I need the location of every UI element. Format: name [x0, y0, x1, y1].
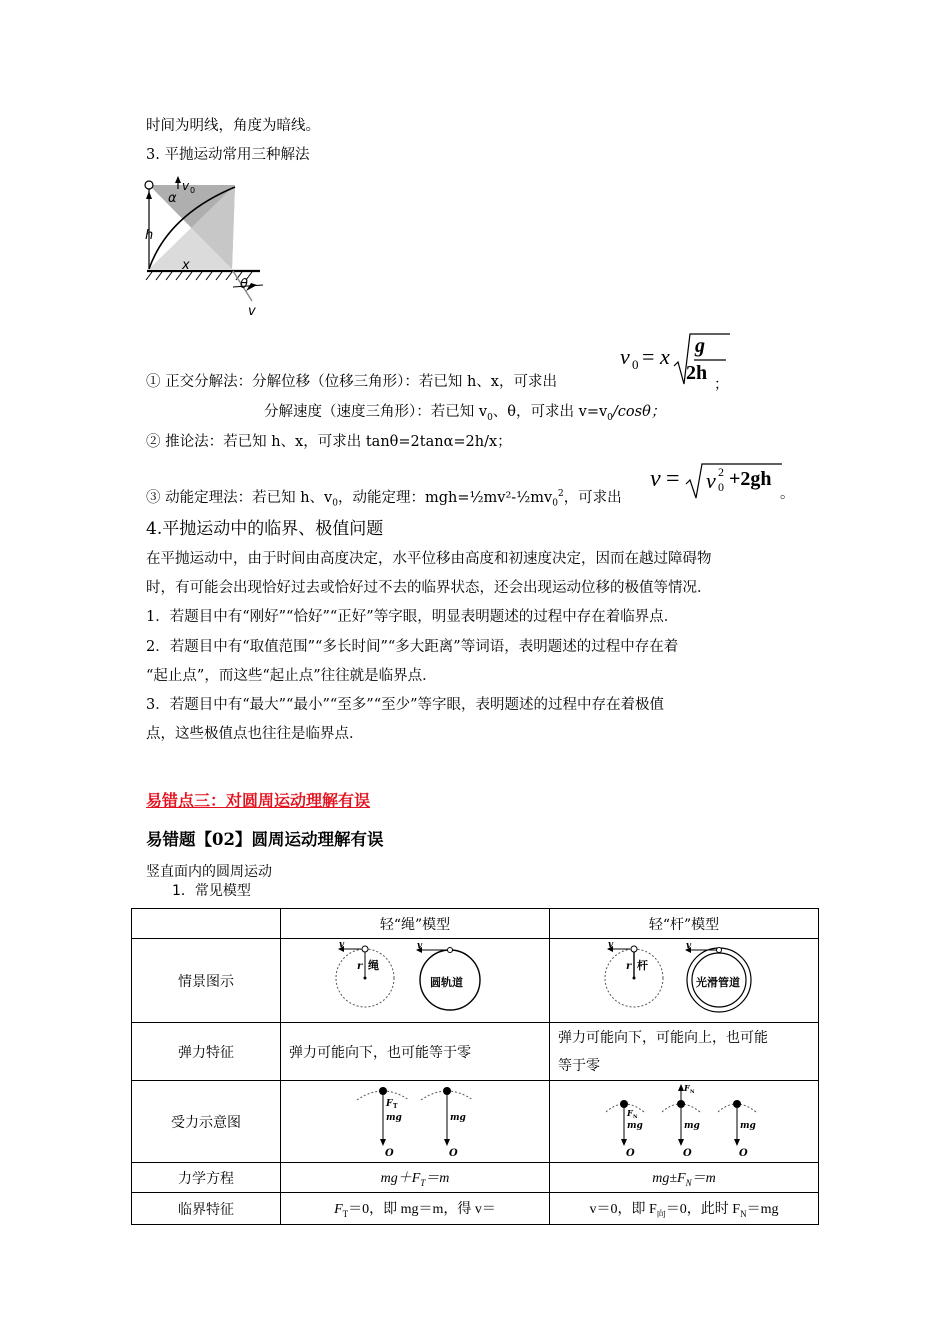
rod-eq-sub: N — [685, 1177, 692, 1188]
h-arrow-head — [146, 191, 152, 199]
section4-para-3: 1．若题目中有“刚好”“恰好”“正好”等字眼，明显表明题述的过程中存在着临界点． — [146, 609, 679, 625]
cell-rope-critical — [281, 1193, 550, 1225]
rod-crit-a: v＝0，即 F — [589, 1201, 657, 1217]
subtitle-vertical-circular: 竖直面内的圆周运动 — [146, 864, 272, 880]
table-header-rope: 轻“绳”模型 — [281, 909, 550, 939]
method1-line2 — [264, 402, 665, 428]
label-v0: v — [182, 179, 190, 193]
section4-para-5: “起止点”，而这些“起止点”往往就是临界点． — [146, 668, 437, 684]
section4-para-2: 时，有可能会出现恰好过去或恰好过不去的临界状态，还会出现运动位移的极值等情况． — [146, 580, 712, 596]
method3-end: 。 — [780, 486, 795, 502]
rope-crit-sub: T — [342, 1208, 349, 1219]
svg-text:mg: mg — [627, 1120, 643, 1131]
cell-rope-elastic: 弹力可能向下，也可能等于零 — [281, 1023, 550, 1081]
svg-text:光滑管道: 光滑管道 — [696, 975, 740, 989]
formula1-num: g — [695, 335, 705, 357]
svg-text:mg: mg — [450, 1112, 466, 1123]
svg-text:v: v — [608, 939, 614, 950]
table-row-scene — [132, 939, 819, 1023]
rope-force-diagram — [355, 1082, 475, 1158]
table-row-equation — [132, 1163, 819, 1193]
svg-text:N: N — [690, 1088, 695, 1095]
svg-text:v: v — [339, 939, 345, 950]
svg-text:mg: mg — [740, 1120, 756, 1131]
svg-text:杆: 杆 — [637, 958, 648, 972]
svg-text:O: O — [683, 1147, 692, 1158]
section4-para-1: 在平抛运动中，由于时间由高度决定，水平位移由高度和初速度决定，因而在越过障碍物 — [146, 551, 712, 567]
svg-text:r: r — [626, 960, 632, 972]
svg-text:F: F — [684, 1082, 690, 1093]
formula1-den: 2h — [686, 362, 708, 384]
formula3-plus: +2gh — [729, 468, 772, 490]
method1-line2-rest: 、θ，可求出 v=v — [492, 404, 608, 420]
label-v0-sub: 0 — [190, 186, 196, 195]
section4-para-7: 点，这些极值点也往往是临界点． — [146, 726, 364, 742]
rod-crit-b: ＝0，此时 F — [665, 1201, 741, 1217]
method3-sup2: 2 — [557, 489, 564, 499]
row-label-scene: 情景图示 — [132, 939, 281, 1023]
method3-line — [146, 484, 622, 514]
rope-eq-b: ＝m — [425, 1171, 450, 1187]
method3-mid2: ，可求出 — [563, 489, 622, 506]
formula1-eq: = — [642, 344, 655, 369]
svg-text:mg: mg — [684, 1120, 700, 1131]
svg-text:T: T — [393, 1102, 398, 1110]
rod-crit-sub2: N — [740, 1208, 747, 1219]
formula1-lhs: v — [620, 344, 630, 369]
method1-line2-end: /cosθ； — [612, 404, 666, 420]
method1-line2-sub: 0 — [487, 412, 493, 423]
formula3-v0-sub: 0 — [718, 480, 724, 494]
row-label-force: 受力示意图 — [132, 1081, 281, 1163]
method3-mid: ，动能定理：mgh=½mv²-½mv — [337, 489, 553, 506]
rope-crit-a: F — [334, 1202, 343, 1218]
table-header-row — [132, 909, 819, 939]
svg-text:圆轨道: 圆轨道 — [430, 975, 463, 989]
row-label-elastic: 弹力特征 — [132, 1023, 281, 1081]
model-table — [131, 908, 819, 1225]
method3-sub2: 0 — [552, 498, 558, 509]
method3-text: ③ 动能定理法：若已知 h、v — [146, 489, 333, 506]
label-v: v — [248, 304, 256, 319]
label-h: h — [145, 228, 154, 243]
method3-sub: 0 — [332, 498, 338, 509]
label-x: x — [182, 258, 190, 273]
text-line-top: 时间为明线，角度为暗线。 — [146, 118, 320, 134]
svg-text:O: O — [385, 1147, 394, 1158]
section4-title: 4.平抛运动中的临界、极值问题 — [146, 519, 384, 539]
method1-line1 — [146, 372, 557, 392]
formula3-lhs: v — [650, 466, 661, 492]
section4-para-4: 2．若题目中有“取值范围”“多长时间”“多大距离”等词语，表明题述的过程中存在着 — [146, 639, 679, 655]
rod-eq-b: ＝m — [691, 1171, 716, 1187]
cell-rod-equation — [550, 1163, 819, 1193]
heading-error-question-02: 易错题【02】圆周运动理解有误 — [146, 830, 384, 849]
formula1-x: x — [660, 344, 670, 369]
rope-eq-a: mg＋F — [380, 1171, 421, 1187]
table-row-force — [132, 1081, 819, 1163]
row-label-equation: 力学方程 — [132, 1163, 281, 1193]
row-label-critical: 临界特征 — [132, 1193, 281, 1225]
rod-elastic-line1: 弹力可能向下，可能向上，也可能 — [558, 1029, 768, 1046]
projectile-diagram — [138, 175, 268, 325]
svg-text:r: r — [357, 960, 363, 972]
cell-rod-elastic — [550, 1023, 819, 1081]
rod-elastic-line2: 等于零 — [558, 1057, 600, 1074]
method1-line1-end: ； — [714, 377, 729, 393]
rope-eq-sub: T — [420, 1177, 426, 1188]
label-alpha: α — [168, 191, 177, 206]
rod-eq-a: mg±F — [652, 1171, 686, 1187]
cell-rope-force — [281, 1081, 550, 1163]
section4-para-6: 3．若题目中有“最大”“最小”“至多”“至少”等字眼，表明题述的过程中存在着极值 — [146, 697, 665, 713]
vx-line — [233, 285, 263, 287]
formula-v-energy — [650, 462, 785, 502]
svg-text:绳: 绳 — [368, 958, 379, 972]
subtitle-common-models: 1．常见模型 — [172, 883, 251, 899]
svg-text:mg: mg — [386, 1112, 402, 1123]
method1-line2-sub2: 0 — [607, 412, 613, 423]
rope-scene-diagram — [335, 940, 495, 1018]
cell-rope-scene — [281, 939, 550, 1023]
svg-text:O: O — [449, 1147, 458, 1158]
rod-crit-sub: 向 — [656, 1208, 666, 1219]
rod-scene-diagram — [604, 940, 764, 1018]
svg-text:N: N — [633, 1113, 638, 1120]
rod-crit-c: ＝mg — [746, 1201, 779, 1217]
svg-text:F: F — [627, 1107, 633, 1118]
svg-text:O: O — [626, 1147, 635, 1158]
rope-crit-b: ＝0，即 mg＝m，得 v＝ — [348, 1202, 496, 1218]
formula3-eq: = — [666, 466, 680, 492]
table-header-empty — [132, 909, 281, 939]
svg-text:v: v — [686, 940, 692, 951]
table-row-elastic — [132, 1023, 819, 1081]
formula1-lhs-sub: 0 — [632, 357, 639, 372]
formula3-v0: v — [706, 468, 716, 493]
formula3-v0-sup: 2 — [718, 465, 724, 479]
method1-line2-text: 分解速度（速度三角形）：若已知 v — [264, 404, 488, 420]
v0-arrow-head — [175, 176, 181, 183]
svg-text:F: F — [386, 1098, 393, 1109]
methods-title: 3. 平抛运动常用三种解法 — [146, 147, 310, 163]
label-theta: θ — [240, 277, 248, 292]
method1-line1-text: ① 正交分解法：分解位移（位移三角形）：若已知 h、x，可求出 — [146, 374, 557, 390]
cell-rope-equation — [281, 1163, 550, 1193]
heading-error-point-3: 易错点三：对圆周运动理解有误 — [146, 791, 371, 810]
table-header-rod: 轻“杆”模型 — [550, 909, 819, 939]
launch-point — [145, 181, 153, 189]
rod-force-diagram — [604, 1082, 764, 1158]
cell-rod-critical — [550, 1193, 819, 1225]
svg-text:O: O — [739, 1147, 748, 1158]
cell-rod-scene — [550, 939, 819, 1023]
method2-line: ② 推论法：若已知 h、x，可求出 tanθ=2tanα=2h/x； — [146, 434, 512, 450]
svg-text:v: v — [417, 940, 423, 951]
cell-rod-force — [550, 1081, 819, 1163]
table-row-critical — [132, 1193, 819, 1225]
